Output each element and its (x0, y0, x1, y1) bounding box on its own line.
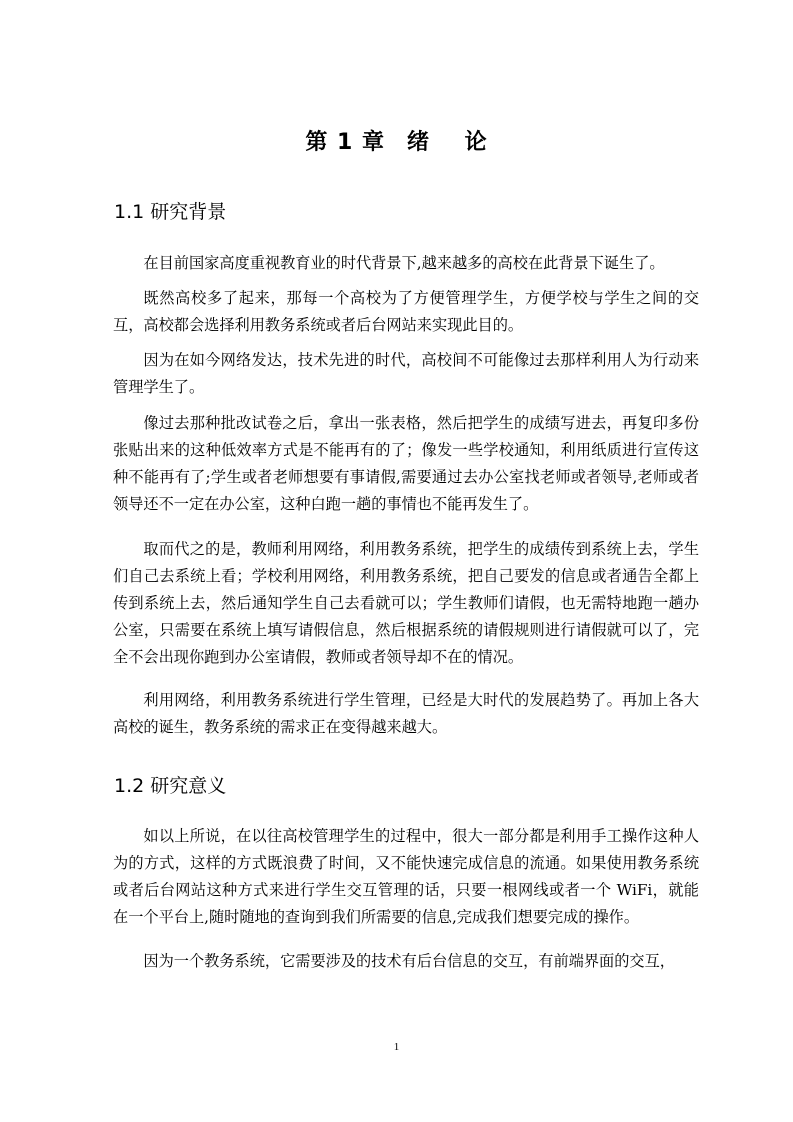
chapter-title (0, 128, 793, 158)
section-heading-1-2: 1.2 研究意义 (114, 775, 227, 797)
section-heading-1-1: 1.1 研究背景 (114, 201, 227, 223)
paragraph: 既然高校多了起来，那每一个高校为了方便管理学生，方便学校与学生之间的交互，高校都会选择利用教务系统或者后台网站来实现此目的。 (113, 289, 699, 334)
paragraph: 像过去那种批改试卷之后，拿出一张表格，然后把学生的成绩写进去，再复印多份张贴出来的这种低效率方式是不能再有的了；像发一些学校通知，利用纸质进行宣传这种不能再有了;学生或者老师想要有事请假,需要通过去办公室找老师或者领导,老师或者领导还不一定在办公室，这种白跑一趟的事情也不能再发生了。 (113, 414, 699, 513)
paragraph: 因为一个教务系统，它需要涉及的技术有后台信息的交互，有前端界面的交互， (143, 952, 675, 970)
paragraph: 如以上所说，在以往高校管理学生的过程中，很大一部分都是利用手工操作这种人为的方式，这样的方式既浪费了时间，又不能快速完成信息的流通。如果使用教务系统或者后台网站这种方式来进行学生交互管理的话，只要一根网线或者一个 WiFi，就能在一个平台上,随时随地的查询到我们所需要的信息,完成我们想要完成的操作。 (113, 827, 699, 926)
page-number: 1 (393, 1041, 400, 1053)
paragraph: 取而代之的是，教师利用网络，利用教务系统，把学生的成绩传到系统上去，学生们自己去系统上看；学校利用网络，利用教务系统，把自己要发的信息或者通告全都上传到系统上去，然后通知学生自己去看就可以；学生教师们请假，也无需特地跑一趟办公室，只需要在系统上填写请假信息，然后根据系统的请假规则进行请假就可以了，完全不会出现你跑到办公室请假，教师或者领导却不在的情况。 (113, 540, 699, 666)
paragraph: 因为在如今网络发达，技术先进的时代，高校间不可能像过去那样利用人为行动来管理学生了。 (113, 351, 699, 396)
chapter-label: 第 1 章 (305, 130, 385, 155)
paragraph: 利用网络，利用教务系统进行学生管理，已经是大时代的发展趋势了。再加上各大高校的诞生，教务系统的需求正在变得越来越大。 (113, 691, 699, 736)
paragraph: 在目前国家高度重视教育业的时代背景下,越来越多的高校在此背景下诞生了。 (143, 254, 665, 272)
chapter-name: 绪 论 (407, 130, 488, 155)
